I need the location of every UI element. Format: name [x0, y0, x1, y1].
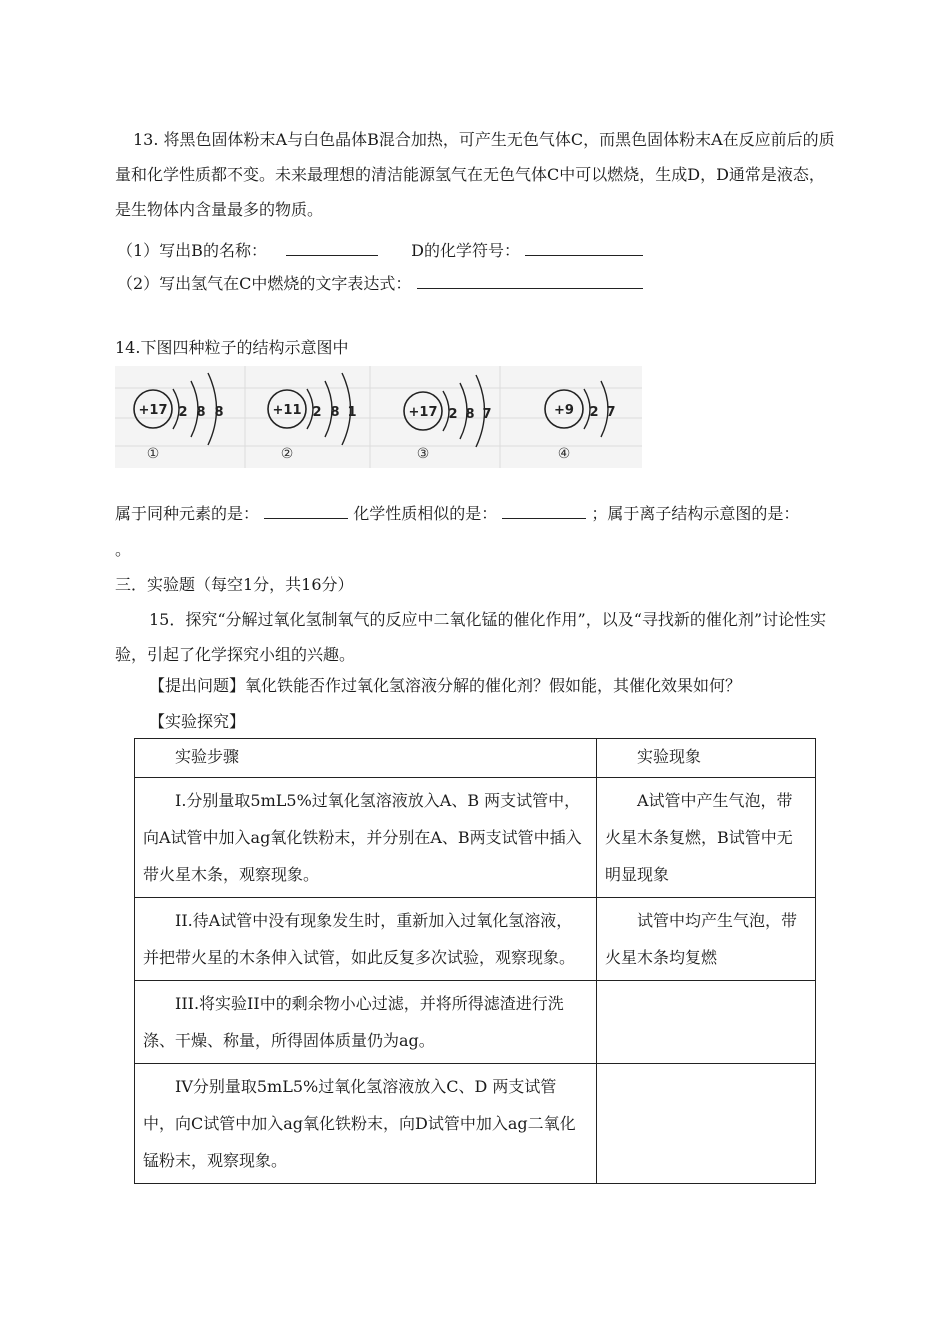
q15-intro: 15．探究“分解过氧化氢制氧气的反应中二氧化锰的催化作用”，以及“寻找新的催化剂”讨论性实验，引起了化学探究小组的兴趣。: [115, 610, 827, 664]
particle-1-label: ①: [146, 446, 160, 462]
particle-2-nucleus: +11: [272, 403, 302, 418]
answer-blank-b-name[interactable]: [286, 237, 378, 256]
particle-4-label: ④: [557, 446, 571, 462]
q15-question: 【提出问题】氧化铁能否作过氧化氢溶液分解的催化剂？假如能，其催化效果如何？: [149, 676, 742, 695]
answer-blank-similar-chem[interactable]: [502, 500, 586, 519]
answer-blank-word-equation[interactable]: [417, 270, 643, 289]
q13-part1-d-label: D的化学符号：: [411, 241, 520, 260]
particle-2-shell-1: 2: [312, 405, 322, 420]
q14-same-element-label: 属于同种元素的是：: [115, 504, 260, 523]
observation-cell: A试管中产生气泡，带火星木条复燃，B试管中无明显现象: [597, 778, 816, 898]
q14-end-mark: 。: [115, 540, 132, 559]
observation-cell: 试管中均产生气泡，带火星木条均复燃: [597, 898, 816, 981]
particle-4: [545, 381, 616, 462]
particle-3-nucleus: +17: [408, 405, 438, 420]
particle-2-shell-2: 8: [330, 405, 340, 420]
answer-blank-d-symbol[interactable]: [525, 237, 643, 256]
step-cell: I.分别量取5mL5%过氧化氢溶液放入A、B 两支试管中，向A试管中加入ag氧化铁粉末，并分别在A、B两支试管中插入带火星木条，观察现象。: [135, 778, 597, 898]
particle-2-label: ②: [280, 446, 294, 462]
q13-part1: [117, 237, 643, 261]
particle-1-shell-1: 2: [178, 405, 188, 420]
header-steps: 实验步骤: [135, 739, 597, 778]
q13-part2: [117, 270, 643, 294]
table-row: [135, 898, 816, 981]
q13-part2-label: （2）写出氢气在C中燃烧的文字表达式：: [117, 274, 412, 293]
q14-title: 14.下图四种粒子的结构示意图中: [115, 338, 349, 357]
header-observations: 实验现象: [597, 739, 816, 778]
particle-3-shell-2: 8: [465, 407, 475, 422]
observation-cell-blank[interactable]: [597, 1064, 816, 1184]
particle-3-shell-1: 2: [448, 407, 458, 422]
step-cell: IV分别量取5mL5%过氧化氢溶液放入C、D 两支试管中，向C试管中加入ag氧化铁粉末，向D试管中加入ag二氧化锰粉末，观察现象。: [135, 1064, 597, 1184]
table-row: [135, 1064, 816, 1184]
section-3-title: 三．实验题（每空1分，共16分）: [115, 575, 354, 594]
answer-blank-same-element[interactable]: [264, 500, 348, 519]
step-cell: II.待A试管中没有现象发生时，重新加入过氧化氢溶液，并把带火星的木条伸入试管，如此反复多次试验，观察现象。: [135, 898, 597, 981]
experiment-table: [134, 738, 816, 1184]
particle-3-label: ③: [416, 446, 430, 462]
particle-4-nucleus: +9: [554, 403, 574, 418]
q14-similar-chem-label: 化学性质相似的是：: [353, 504, 498, 523]
q13-part1-label: （1）写出B的名称：: [117, 241, 267, 260]
particle-4-shell-1: 2: [589, 405, 599, 420]
particle-2-shell-3: 1: [347, 405, 357, 420]
q13-text: 13. 将黑色固体粉末A与白色晶体B混合加热，可产生无色气体C，而黑色固体粉末A在反应前后的质量和化学性质都不变。未来最理想的清洁能源氢气在无色气体C中可以燃烧，生成D，D通常是液态，是生物体内含量最多的物质。: [115, 130, 835, 219]
q14-ion-label: ；属于离子结构示意图的是：: [591, 504, 800, 523]
particle-4-shell-2: 7: [606, 405, 616, 420]
table-row: [135, 778, 816, 898]
particle-3-shell-3: 7: [482, 407, 492, 422]
q14-answers: [115, 500, 799, 524]
observation-cell-blank[interactable]: [597, 981, 816, 1064]
particle-structure-diagram: [115, 366, 642, 468]
table-row: [135, 981, 816, 1064]
table-header-row: [135, 739, 816, 778]
step-cell: III.将实验II中的剩余物小心过滤，并将所得滤渣进行洗涤、干燥、称量，所得固体质量仍为ag。: [135, 981, 597, 1064]
particle-1-nucleus: +17: [138, 403, 168, 418]
particle-1-shell-2: 8: [196, 405, 206, 420]
q15-explore-heading: 【实验探究】: [149, 712, 246, 731]
particle-1-shell-3: 8: [214, 405, 224, 420]
